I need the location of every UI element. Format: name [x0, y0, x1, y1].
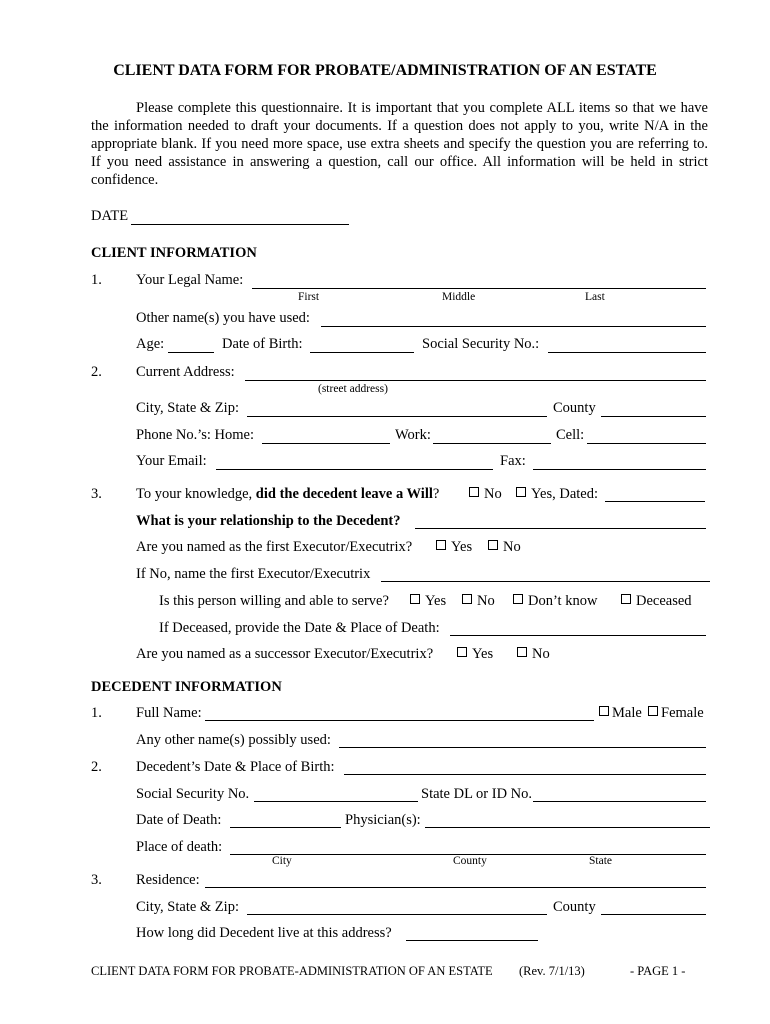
residence-label: Residence: — [136, 872, 200, 888]
if-deceased-field[interactable] — [450, 635, 706, 636]
residence-city-state-zip-field[interactable] — [247, 914, 547, 915]
decedent-section-heading: DECEDENT INFORMATION — [91, 679, 282, 695]
successor-no-checkbox[interactable]: No — [517, 647, 550, 662]
checkbox-icon — [621, 594, 631, 604]
other-names-field[interactable] — [339, 747, 706, 748]
state-caption: State — [589, 855, 612, 867]
form-title: CLIENT DATA FORM FOR PROBATE/ADMINISTRATION OF AN ESTATE — [113, 62, 657, 79]
date-label: DATE — [91, 208, 129, 224]
birth-field[interactable] — [344, 774, 706, 775]
date-of-death-label: Date of Death: — [136, 812, 222, 828]
residence-county-label: County — [553, 899, 596, 915]
date-of-death-field[interactable] — [230, 827, 341, 828]
fax-field[interactable] — [533, 469, 706, 470]
checkbox-icon — [469, 487, 479, 497]
checkbox-icon — [457, 647, 467, 657]
residence-field[interactable] — [205, 887, 706, 888]
checkbox-icon — [516, 487, 526, 497]
item-number: 2. — [91, 364, 102, 380]
client-section-heading: CLIENT INFORMATION — [91, 245, 257, 261]
first-executor-no-checkbox[interactable]: No — [488, 540, 521, 555]
how-long-label: How long did Decedent live at this address? — [136, 925, 392, 941]
full-name-label: Full Name: — [136, 705, 202, 721]
decedent-ssn-label: Social Security No. — [136, 786, 250, 802]
successor-question: Are you named as a successor Executor/Executrix? — [136, 646, 434, 662]
checkbox-icon — [648, 706, 658, 716]
relationship-label: What is your relationship to the Decedent? — [136, 513, 401, 529]
state-dl-label: State DL or ID No. — [421, 786, 533, 802]
willing-deceased-checkbox[interactable]: Deceased — [621, 594, 692, 609]
physicians-label: Physician(s): — [345, 812, 421, 828]
item-number: 2. — [91, 759, 102, 775]
first-executor-name-label: If No, name the first Executor/Executrix — [136, 566, 371, 582]
email-field[interactable] — [216, 469, 493, 470]
decedent-ssn-field[interactable] — [254, 801, 418, 802]
county-caption: County — [453, 855, 487, 867]
birth-label: Decedent’s Date & Place of Birth: — [136, 759, 335, 775]
will-no-checkbox[interactable]: No — [469, 487, 502, 502]
full-name-field[interactable] — [205, 720, 594, 721]
county-field[interactable] — [601, 416, 706, 417]
female-checkbox[interactable]: Female — [648, 706, 704, 721]
footer-revision: (Rev. 7/1/13) — [519, 964, 585, 978]
checkbox-icon — [436, 540, 446, 550]
ssn-field[interactable] — [548, 352, 706, 353]
phone-cell-field[interactable] — [587, 443, 706, 444]
legal-name-label: Your Legal Name: — [136, 272, 244, 288]
will-date-field[interactable] — [605, 501, 705, 502]
first-executor-question: Are you named as the first Executor/Executrix? — [136, 539, 413, 555]
willing-dont-know-checkbox[interactable]: Don’t know — [513, 594, 597, 609]
item-number: 3. — [91, 872, 102, 888]
male-checkbox[interactable]: Male — [599, 706, 642, 721]
first-executor-yes-checkbox[interactable]: Yes — [436, 540, 472, 555]
willing-yes-checkbox[interactable]: Yes — [410, 594, 446, 609]
physicians-field[interactable] — [425, 827, 710, 828]
how-long-field[interactable] — [406, 940, 538, 941]
will-yes-checkbox[interactable]: Yes, Dated: — [516, 487, 598, 502]
dob-field[interactable] — [310, 352, 414, 353]
place-of-death-label: Place of death: — [136, 839, 223, 855]
other-names-field[interactable] — [321, 326, 706, 327]
checkbox-icon — [488, 540, 498, 550]
item-number: 3. — [91, 486, 102, 502]
first-name-caption: First — [298, 291, 320, 303]
intro-paragraph: Please complete this questionnaire. It is important that you complete ALL items so that we have the information needed to draft your documents. If a question does not apply to you, write N/A in the appropriate blank. If you need more space, use extra sheets and specify the question you are referring to. If you need assistance in answering a question, call our office. All information will be held in strict confidence. — [91, 100, 708, 188]
phone-work-field[interactable] — [433, 443, 551, 444]
checkbox-icon — [513, 594, 523, 604]
last-name-caption: Last — [585, 291, 605, 303]
if-deceased-label: If Deceased, provide the Date & Place of Death: — [159, 620, 440, 636]
phone-home-label: Phone No.’s: Home: — [136, 427, 255, 443]
successor-yes-checkbox[interactable]: Yes — [457, 647, 493, 662]
current-address-label: Current Address: — [136, 364, 235, 380]
street-address-caption: (street address) — [318, 383, 388, 395]
footer-page-number: - PAGE 1 - — [630, 964, 686, 978]
state-dl-field[interactable] — [533, 801, 706, 802]
item-number: 1. — [91, 272, 102, 288]
residence-city-state-zip-label: City, State & Zip: — [136, 899, 239, 915]
item-number: 1. — [91, 705, 102, 721]
willing-question: Is this person willing and able to serve? — [159, 593, 389, 609]
checkbox-icon — [410, 594, 420, 604]
other-names-label: Other name(s) you have used: — [136, 310, 310, 326]
fax-label: Fax: — [500, 453, 526, 469]
checkbox-icon — [517, 647, 527, 657]
ssn-label: Social Security No.: — [422, 336, 540, 352]
relationship-field[interactable] — [415, 528, 706, 529]
phone-home-field[interactable] — [262, 443, 390, 444]
dob-label: Date of Birth: — [222, 336, 303, 352]
willing-no-checkbox[interactable]: No — [462, 594, 495, 609]
first-executor-name-field[interactable] — [381, 581, 710, 582]
middle-name-caption: Middle — [442, 291, 476, 303]
checkbox-icon — [599, 706, 609, 716]
checkbox-icon — [462, 594, 472, 604]
footer-form-name: CLIENT DATA FORM FOR PROBATE-ADMINISTRATION OF AN ESTATE — [91, 964, 493, 978]
residence-county-field[interactable] — [601, 914, 706, 915]
will-question: To your knowledge, did the decedent leave a Will? — [136, 486, 440, 502]
county-label: County — [553, 400, 596, 416]
current-address-field[interactable] — [245, 380, 706, 381]
legal-name-field[interactable] — [252, 288, 706, 289]
date-field[interactable] — [131, 224, 349, 225]
age-label: Age: — [136, 336, 165, 352]
city-caption: City — [272, 855, 292, 867]
city-state-zip-label: City, State & Zip: — [136, 400, 239, 416]
city-state-zip-field[interactable] — [247, 416, 547, 417]
phone-cell-label: Cell: — [556, 427, 585, 443]
age-field[interactable] — [168, 352, 214, 353]
other-names-label: Any other name(s) possibly used: — [136, 732, 331, 748]
phone-work-label: Work: — [395, 427, 431, 443]
email-label: Your Email: — [136, 453, 207, 469]
